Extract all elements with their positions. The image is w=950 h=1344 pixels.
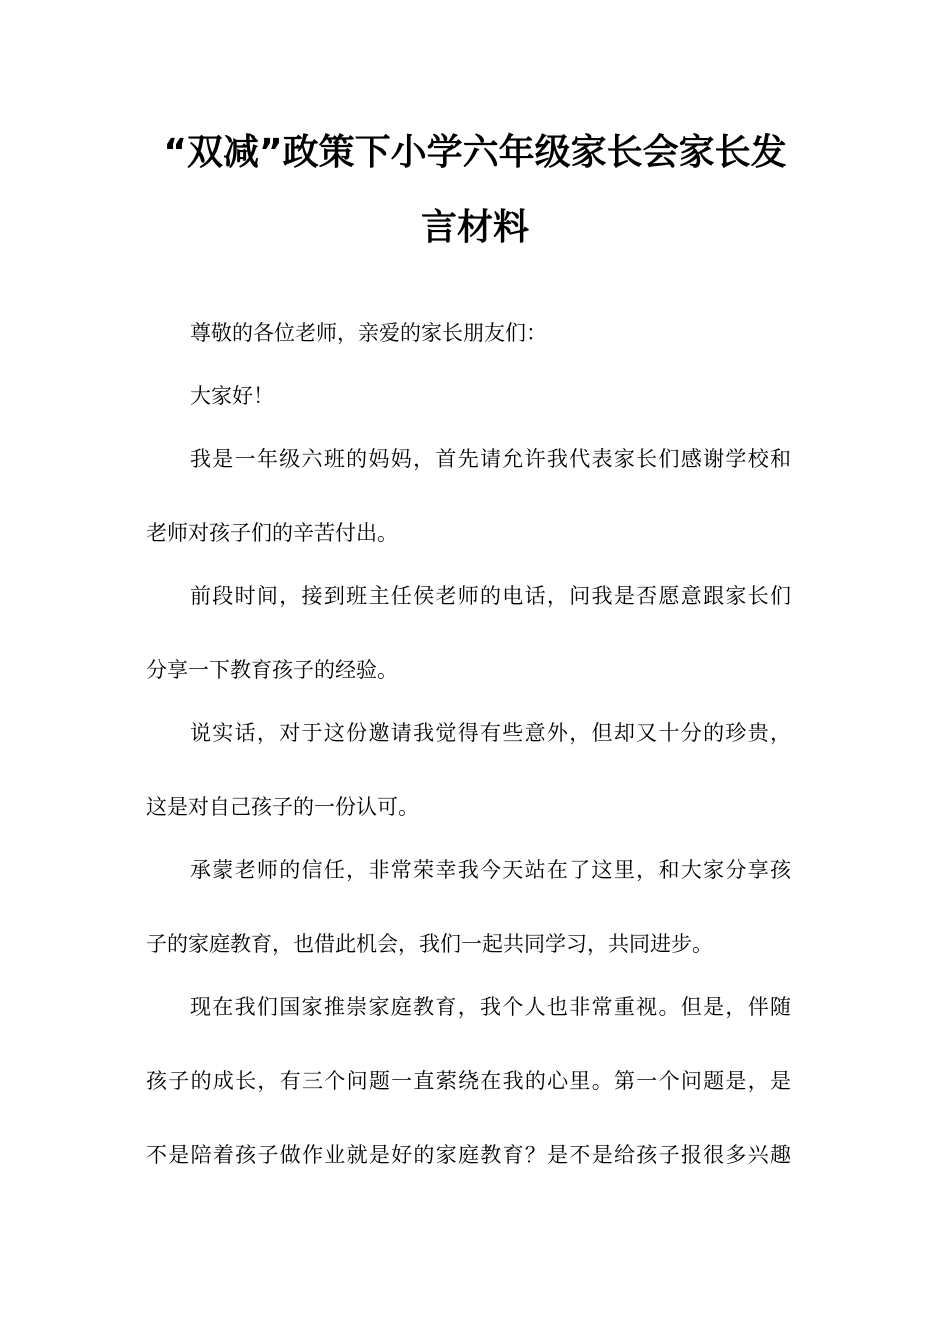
paragraph-5-line-1: 现在我们国家推崇家庭教育，我个人也非常重视。但是，伴随 bbox=[190, 995, 791, 1019]
document-title-line-2: 言材料 bbox=[420, 207, 529, 248]
salutation-line: 尊敬的各位老师，亲爱的家长朋友们： bbox=[190, 321, 547, 345]
paragraph-5-line-2: 孩子的成长，有三个问题一直萦绕在我的心里。第一个问题是，是 bbox=[146, 1069, 791, 1093]
paragraph-2-line-1: 前段时间，接到班主任侯老师的电话，问我是否愿意跟家长们 bbox=[190, 584, 791, 608]
paragraph-5-line-3: 不是陪着孩子做作业就是好的家庭教育？是不是给孩子报很多兴趣 bbox=[146, 1143, 791, 1167]
paragraph-1-line-1: 我是一年级六班的妈妈，首先请允许我代表家长们感谢学校和 bbox=[190, 447, 791, 471]
paragraph-4-line-1: 承蒙老师的信任，非常荣幸我今天站在了这里，和大家分享孩 bbox=[190, 858, 791, 882]
paragraph-2-line-2: 分享一下教育孩子的经验。 bbox=[146, 658, 398, 682]
paragraph-4-line-2: 子的家庭教育，也借此机会，我们一起共同学习，共同进步。 bbox=[146, 932, 713, 956]
document-title-line-1: “双减”政策下小学六年级家长会家长发 bbox=[163, 132, 787, 173]
paragraph-1-line-2: 老师对孩子们的辛苦付出。 bbox=[146, 521, 398, 545]
greeting-line: 大家好！ bbox=[190, 384, 274, 408]
paragraph-3-line-1: 说实话，对于这份邀请我觉得有些意外，但却又十分的珍贵， bbox=[190, 721, 791, 745]
paragraph-3-line-2: 这是对自己孩子的一份认可。 bbox=[146, 795, 419, 819]
